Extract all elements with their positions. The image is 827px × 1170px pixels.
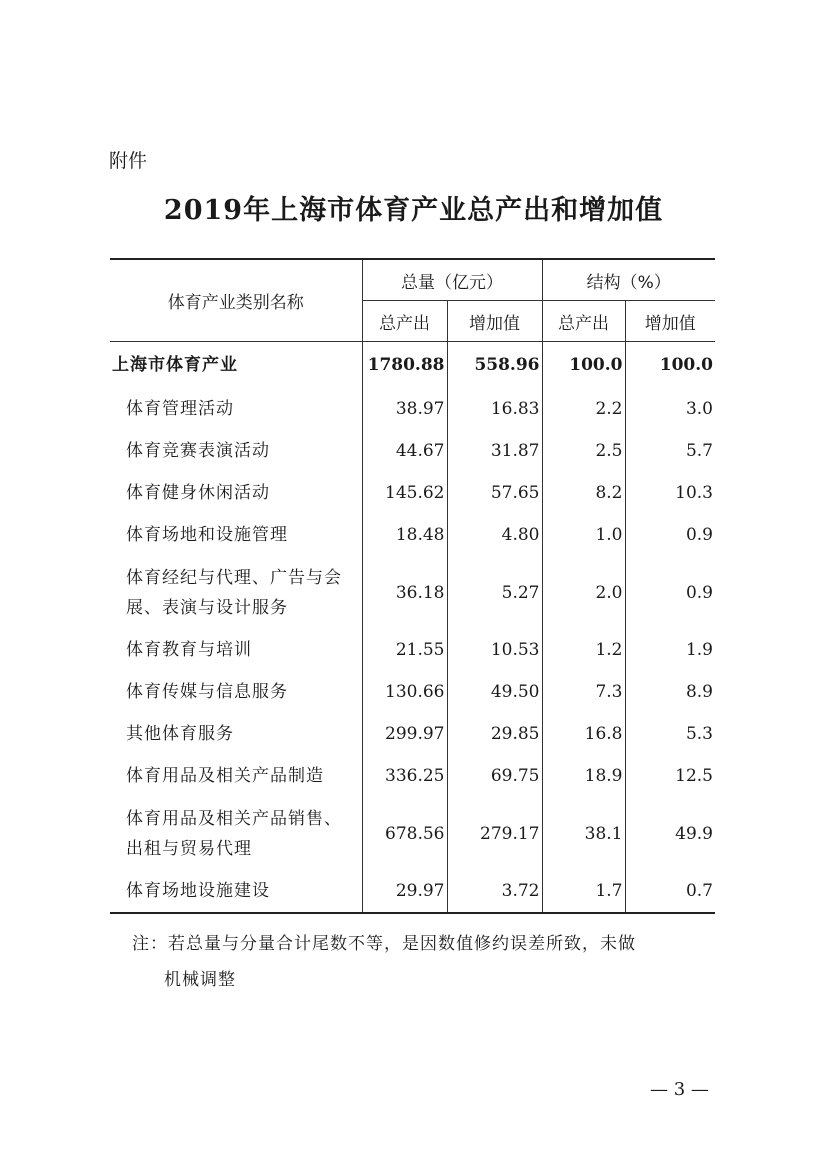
table-row xyxy=(110,472,715,514)
table-row xyxy=(110,430,715,472)
footnote xyxy=(132,926,722,998)
row-name: 体育管理活动 xyxy=(126,399,234,419)
header-group-structure: 结构（%） xyxy=(542,259,715,301)
header-category-name: 体育产业类别名称 xyxy=(110,259,362,342)
row-name: 体育健身休闲活动 xyxy=(126,483,270,503)
row-output: 678.56 xyxy=(362,797,447,870)
row-value-added: 4.80 xyxy=(447,514,542,556)
row-output-pct: 38.1 xyxy=(542,797,625,870)
table-row xyxy=(110,671,715,713)
row-output: 336.25 xyxy=(362,755,447,797)
row-name: 体育经纪与代理、广告与会展、表演与设计服务 xyxy=(126,567,342,618)
table-row-total xyxy=(110,342,715,389)
table-row xyxy=(110,629,715,671)
row-output: 145.62 xyxy=(362,472,447,514)
table-row xyxy=(110,797,715,870)
row-output-pct: 2.2 xyxy=(542,388,625,430)
row-output-pct: 2.0 xyxy=(542,556,625,629)
footnote-line-2: 机械调整 xyxy=(164,970,236,990)
row-value-added-pct: 0.9 xyxy=(625,556,715,629)
row-name: 上海市体育产业 xyxy=(112,355,238,375)
row-output-pct: 100.0 xyxy=(542,342,625,389)
row-value-added-pct: 3.0 xyxy=(625,388,715,430)
row-value-added-pct: 10.3 xyxy=(625,472,715,514)
row-value-added: 3.72 xyxy=(447,870,542,913)
row-output-pct: 2.5 xyxy=(542,430,625,472)
page-number: — 3 — xyxy=(650,1079,709,1100)
row-value-added: 49.50 xyxy=(447,671,542,713)
row-value-added-pct: 1.9 xyxy=(625,629,715,671)
table-row xyxy=(110,514,715,556)
row-value-added: 279.17 xyxy=(447,797,542,870)
row-value-added-pct: 100.0 xyxy=(625,342,715,389)
header-total-output: 总产出 xyxy=(362,301,447,342)
table-row xyxy=(110,713,715,755)
row-value-added-pct: 0.9 xyxy=(625,514,715,556)
row-name: 其他体育服务 xyxy=(126,724,234,744)
row-output: 44.67 xyxy=(362,430,447,472)
header-structure-output: 总产出 xyxy=(542,301,625,342)
attachment-label: 附件 xyxy=(109,150,148,172)
row-name: 体育用品及相关产品制造 xyxy=(126,766,324,786)
row-output-pct: 1.0 xyxy=(542,514,625,556)
row-value-added-pct: 5.3 xyxy=(625,713,715,755)
row-name: 体育用品及相关产品销售、出租与贸易代理 xyxy=(126,808,342,859)
row-value-added-pct: 49.9 xyxy=(625,797,715,870)
footnote-line-1: 注：若总量与分量合计尾数不等，是因数值修约误差所致，未做 xyxy=(132,934,636,954)
row-output-pct: 16.8 xyxy=(542,713,625,755)
row-value-added-pct: 5.7 xyxy=(625,430,715,472)
page-title: 2019年上海市体育产业总产出和增加值 xyxy=(163,195,664,226)
row-value-added: 69.75 xyxy=(447,755,542,797)
row-output: 38.97 xyxy=(362,388,447,430)
row-value-added-pct: 8.9 xyxy=(625,671,715,713)
row-output: 18.48 xyxy=(362,514,447,556)
row-output-pct: 18.9 xyxy=(542,755,625,797)
row-value-added: 16.83 xyxy=(447,388,542,430)
row-output-pct: 8.2 xyxy=(542,472,625,514)
row-value-added: 29.85 xyxy=(447,713,542,755)
row-output: 36.18 xyxy=(362,556,447,629)
row-output-pct: 7.3 xyxy=(542,671,625,713)
row-output: 21.55 xyxy=(362,629,447,671)
header-total-value-added: 增加值 xyxy=(447,301,542,342)
row-value-added-pct: 0.7 xyxy=(625,870,715,913)
row-output: 29.97 xyxy=(362,870,447,913)
header-group-total: 总量（亿元） xyxy=(362,259,542,301)
table-row xyxy=(110,755,715,797)
row-value-added: 5.27 xyxy=(447,556,542,629)
row-name: 体育场地和设施管理 xyxy=(126,525,288,545)
table-row xyxy=(110,556,715,629)
table-row xyxy=(110,388,715,430)
header-structure-value-added: 增加值 xyxy=(625,301,715,342)
row-value-added: 558.96 xyxy=(447,342,542,389)
row-value-added: 57.65 xyxy=(447,472,542,514)
row-output: 1780.88 xyxy=(362,342,447,389)
row-name: 体育场地设施建设 xyxy=(110,870,362,913)
row-output: 299.97 xyxy=(362,713,447,755)
row-value-added: 10.53 xyxy=(447,629,542,671)
row-value-added: 31.87 xyxy=(447,430,542,472)
row-output-pct: 1.2 xyxy=(542,629,625,671)
row-output: 130.66 xyxy=(362,671,447,713)
sports-industry-table xyxy=(110,258,715,914)
row-name: 体育竞赛表演活动 xyxy=(126,441,270,461)
row-name: 体育传媒与信息服务 xyxy=(126,682,288,702)
table-row xyxy=(110,870,715,913)
row-output-pct: 1.7 xyxy=(542,870,625,913)
row-name: 体育教育与培训 xyxy=(126,640,252,660)
row-value-added-pct: 12.5 xyxy=(625,755,715,797)
